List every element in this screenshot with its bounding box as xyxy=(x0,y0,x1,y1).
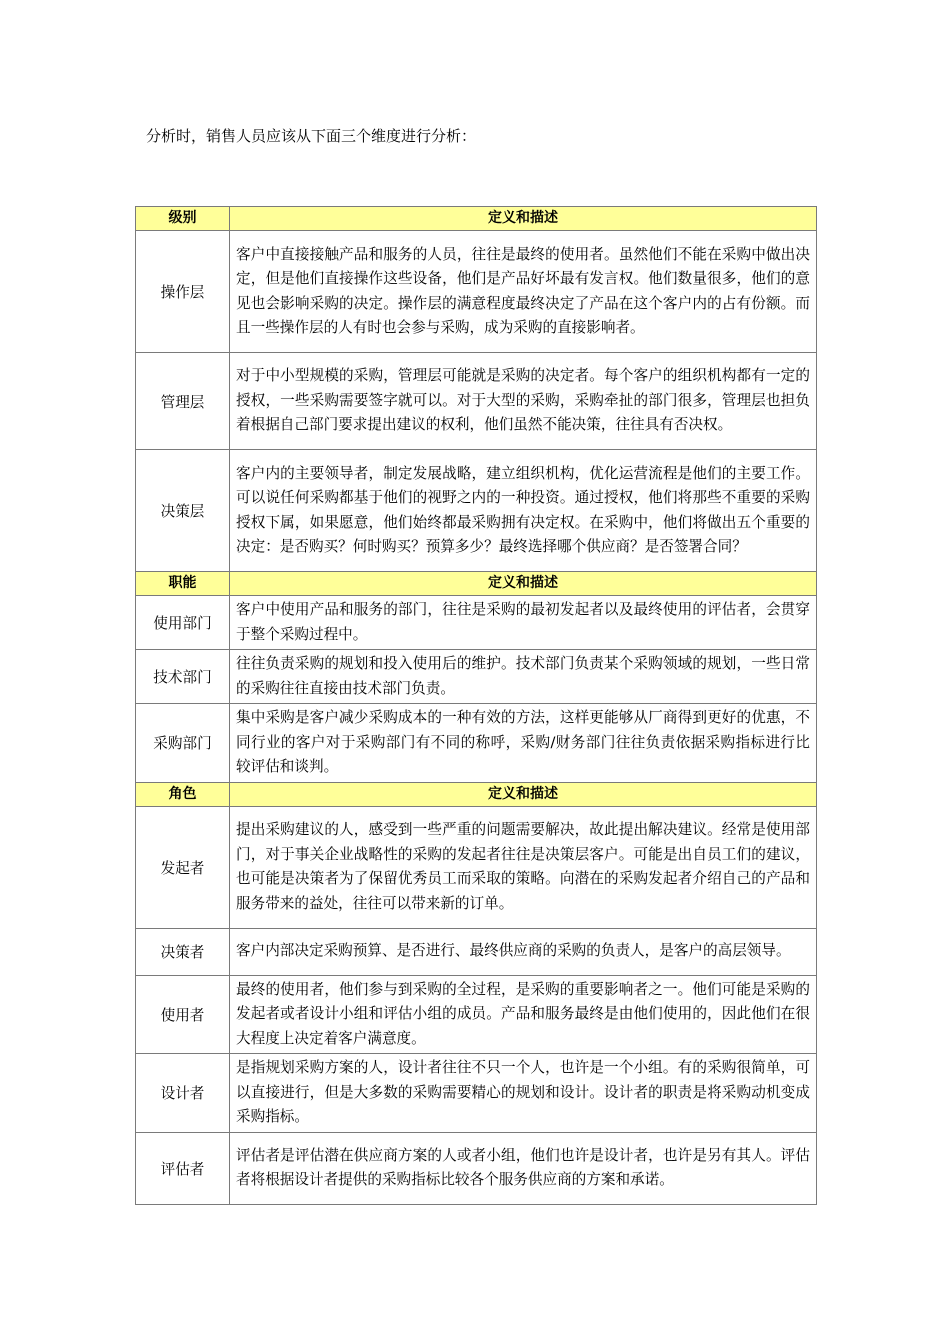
row-description: 客户中直接接触产品和服务的人员，往往是最终的使用者。虽然他们不能在采购中做出决定，但是他们直接操作这些设备，他们是产品好坏最有发言权。他们数量很多，他们的意见也会影响采购的决定。操作层的满意程度最终决定了产品在这个客户内的占有份额。而且一些操作层的人有时也会参与采购，成为采购的直接影响者。 xyxy=(230,231,817,353)
section-header-role xyxy=(136,782,817,806)
row-description: 最终的使用者，他们参与到采购的全过程，是采购的重要影响者之一。他们可能是采购的发起者或者设计小组和评估小组的成员。产品和服务最终是由他们使用的，因此他们在很大程度上决定着客户满意度。 xyxy=(230,975,817,1054)
row-category: 使用部门 xyxy=(136,596,230,650)
table-row xyxy=(136,975,817,1054)
header-category: 级别 xyxy=(136,207,230,231)
row-category: 设计者 xyxy=(136,1054,230,1133)
row-category: 评估者 xyxy=(136,1132,230,1204)
table-row xyxy=(136,596,817,650)
row-category: 发起者 xyxy=(136,806,230,928)
row-description: 客户中使用产品和服务的部门，往往是采购的最初发起者以及最终使用的评估者，会贯穿于整个采购过程中。 xyxy=(230,596,817,650)
row-category: 决策层 xyxy=(136,450,230,572)
row-description: 客户内的主要领导者，制定发展战略，建立组织机构，优化运营流程是他们的主要工作。可以说任何采购都基于他们的视野之内的一种投资。通过授权，他们将那些不重要的采购授权下属，如果愿意，他们始终都最采购拥有决定权。在采购中，他们将做出五个重要的决定：是否购买？何时购买？预算多少？最终选择哪个供应商？是否签署合同？ xyxy=(230,450,817,572)
row-category: 决策者 xyxy=(136,928,230,975)
row-description: 客户内部决定采购预算、是否进行、最终供应商的采购的负责人，是客户的高层领导。 xyxy=(230,928,817,975)
table-row xyxy=(136,1054,817,1133)
table-row xyxy=(136,450,817,572)
section-header-level xyxy=(136,207,817,231)
header-description: 定义和描述 xyxy=(230,207,817,231)
table-row xyxy=(136,806,817,928)
buyer-analysis-table xyxy=(135,206,817,1205)
row-category: 使用者 xyxy=(136,975,230,1054)
row-description: 对于中小型规模的采购，管理层可能就是采购的决定者。每个客户的组织机构都有一定的授权，一些采购需要签字就可以。对于大型的采购，采购牵扯的部门很多，管理层也担负着根据自己部门要求提出建议的权利，他们虽然不能决策，往往具有否决权。 xyxy=(230,353,817,450)
row-description: 集中采购是客户减少采购成本的一种有效的方法，这样更能够从厂商得到更好的优惠，不同行业的客户对于采购部门有不同的称呼，采购/财务部门往往负责依据采购指标进行比较评估和谈判。 xyxy=(230,704,817,783)
row-category: 技术部门 xyxy=(136,650,230,704)
header-description: 定义和描述 xyxy=(230,572,817,596)
row-description: 是指规划采购方案的人，设计者往往不只一个人，也许是一个小组。有的采购很简单，可以直接进行，但是大多数的采购需要精心的规划和设计。设计者的职责是将采购动机变成采购指标。 xyxy=(230,1054,817,1133)
row-description: 往往负责采购的规划和投入使用后的维护。技术部门负责某个采购领域的规划，一些日常的采购往往直接由技术部门负责。 xyxy=(230,650,817,704)
row-category: 采购部门 xyxy=(136,704,230,783)
intro-text: 分析时，销售人员应该从下面三个维度进行分析： xyxy=(146,127,477,145)
table-row xyxy=(136,353,817,450)
row-description: 评估者是评估潜在供应商方案的人或者小组，他们也许是设计者，也许是另有其人。评估者将根据设计者提供的采购指标比较各个服务供应商的方案和承诺。 xyxy=(230,1132,817,1204)
header-category: 职能 xyxy=(136,572,230,596)
section-header-function xyxy=(136,572,817,596)
table-row xyxy=(136,704,817,783)
table-row xyxy=(136,650,817,704)
header-category: 角色 xyxy=(136,782,230,806)
row-category: 操作层 xyxy=(136,231,230,353)
table-row xyxy=(136,928,817,975)
table-row xyxy=(136,231,817,353)
header-description: 定义和描述 xyxy=(230,782,817,806)
table-row xyxy=(136,1132,817,1204)
row-category: 管理层 xyxy=(136,353,230,450)
row-description: 提出采购建议的人，感受到一些严重的问题需要解决，故此提出解决建议。经常是使用部门，对于事关企业战略性的采购的发起者往往是决策层客户。可能是出自员工们的建议，也可能是决策者为了保留优秀员工而采取的策略。向潜在的采购发起者介绍自己的产品和服务带来的益处，往往可以带来新的订单。 xyxy=(230,806,817,928)
